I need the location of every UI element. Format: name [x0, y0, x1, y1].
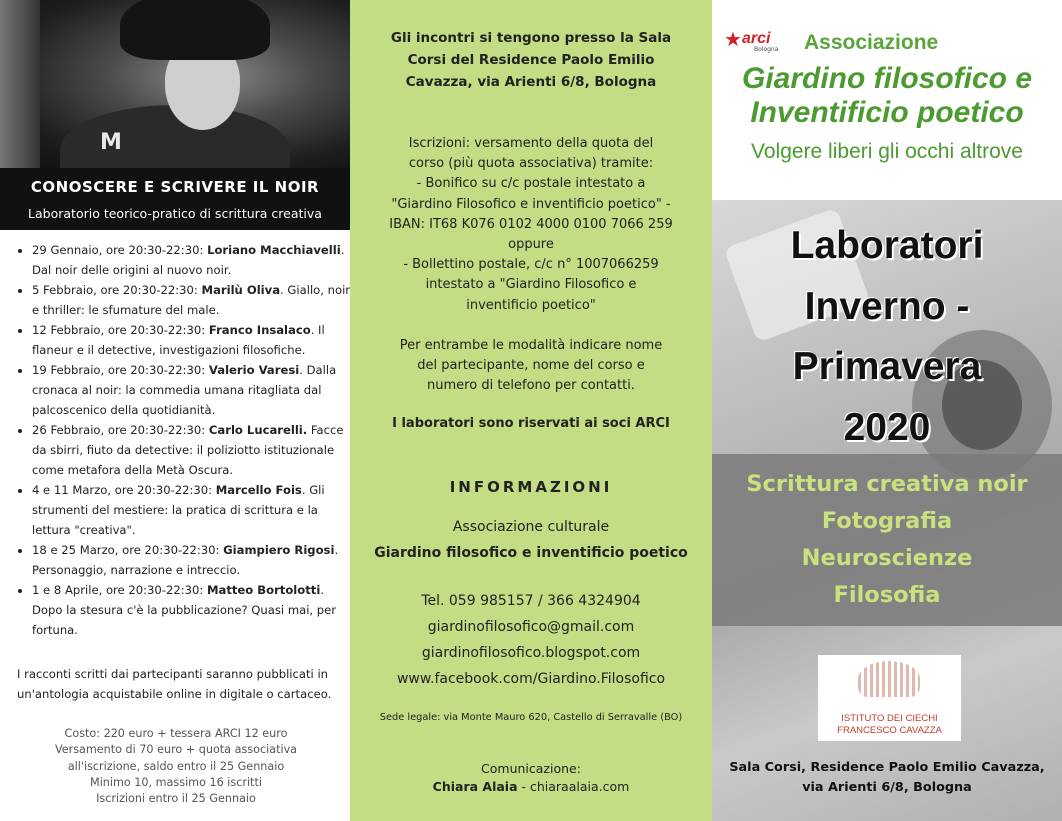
contact-info [366, 588, 696, 692]
event-list [14, 240, 352, 640]
info-heading: INFORMAZIONI [449, 478, 613, 496]
shell-icon [858, 661, 920, 697]
communication-credit: Comunicazione: Chiara Alaia - chiaraalaia.com [432, 761, 630, 794]
motto: Volgere liberi gli occhi altrove [751, 140, 1023, 163]
cost-info [17, 726, 335, 807]
noir-title: CONOSCERE E SCRIVERE IL NOIR [0, 168, 350, 204]
anthology-note: I racconti scritti dai partecipanti saranno pubblicati in un'antologia acquistabile online in digitale o cartaceo. [17, 667, 332, 701]
middle-panel [350, 0, 712, 821]
list-item: • 26 Febbraio, ore 20:30-22:30: Carlo Lucarelli. Facce da sbirri, fiuto da detective: il poliziotto istituzionale come metafora della Metà Oscura. [32, 420, 352, 480]
arci-logo: ★ arci Bologna [724, 27, 779, 53]
cost-line: Iscrizioni entro il 25 Gennaio [96, 792, 256, 806]
association-info: Associazione culturale Giardino filosofico e inventificio poetico [374, 519, 688, 561]
organization-name: Giardino filosofico e Inventificio poetico [741, 62, 1033, 129]
venue-info: Gli incontri si tengono presso la Sala Corsi del Residence Paolo Emilio Cavazza, via Arienti 6/8, Bologna [390, 30, 672, 90]
left-panel [0, 0, 350, 821]
blog-link[interactable]: giardinofilosofico.blogspot.com [421, 645, 641, 661]
list-item: • 29 Gennaio, ore 20:30-22:30: Loriano Macchiavelli. Dal noir delle origini al nuovo noir. [32, 240, 352, 280]
topic-list [712, 466, 1062, 614]
cost-line: Versamento di 70 euro + quota associativa [54, 743, 298, 757]
noir-subtitle: Laboratorio teorico-pratico di scrittura creativa [0, 204, 350, 230]
cost-line: all'iscrizione, saldo entro il 25 Gennaio [67, 759, 285, 773]
list-item: • 12 Febbraio, ore 20:30-22:30: Franco Insalaco. Il flaneur e il detective, investigazioni filosofiche. [32, 320, 352, 360]
list-item: • 5 Febbraio, ore 20:30-22:30: Marilù Oliva. Giallo, noir e thriller: le sfumature del male. [32, 280, 352, 320]
list-item: • 19 Febbraio, ore 20:30-22:30: Valerio Varesi. Dalla cronaca al noir: la commedia umana ritagliata dal palcoscenico della quotidianità. [32, 360, 352, 420]
email-link[interactable]: giardinofilosofico@gmail.com [427, 619, 635, 635]
association-label: Associazione [804, 31, 939, 54]
registered-office: Sede legale: via Monte Mauro 620, Castello di Serravalle (BO) [379, 712, 683, 723]
list-item: • 18 e 25 Marzo, ore 20:30-22:30: Giampiero Rigosi. Personaggio, narrazione e intreccio. [32, 540, 352, 580]
photo-letter-mark: M [100, 130, 122, 155]
list-item: • 4 e 11 Marzo, ore 20:30-22:30: Marcello Fois. Gli strumenti del mestiere: la pratica di scrittura e la lettura "creativa". [32, 480, 352, 540]
phone-text: Tel. 059 985157 / 366 4324904 [421, 593, 641, 609]
cost-line: Costo: 220 euro + tessera ARCI 12 euro [64, 727, 288, 740]
signup-info: Iscrizioni: versamento della quota del corso (più quota associativa) tramite: - Bonifico su c/c postale intestato a "Giardino Filosofico e inventificio poetico" - IBAN: IT68 K076 0102 4000 0100 7066 259 oppure - Bollettino postale, c/c n° 1007066259 intestato a "Giardino Filosofico e inventificio poetico" Per entrambe le modalità indicare nome del partecipante, nome del corso e numero di telefono per contatti. [389, 136, 673, 394]
arci-members-note: I laboratori sono riservati ai soci ARCI [392, 416, 670, 431]
star-icon: ★ [724, 27, 742, 51]
topic-item: Scrittura creativa noir [746, 471, 1028, 497]
facebook-link[interactable]: www.facebook.com/Giardino.Filosofico [396, 671, 666, 687]
page-title: Laboratori Inverno - Primavera 2020 [790, 224, 984, 449]
cost-line: Minimo 10, massimo 16 iscritti [90, 775, 262, 789]
topic-item: Filosofia [833, 582, 941, 608]
topic-item: Neuroscienze [801, 545, 973, 571]
list-item: • 1 e 8 Aprile, ore 20:30-22:30: Matteo Bortolotti. Dopo la stesura c'è la pubblicazione? Quasi mai, per fortuna. [32, 580, 352, 640]
venue-address: Sala Corsi, Residence Paolo Emilio Cavazza, via Arienti 6/8, Bologna [729, 760, 1045, 795]
cavazza-institute-logo: ISTITUTO DEI CIECHI FRANCESCO CAVAZZA [818, 655, 961, 741]
noir-photo [0, 0, 350, 168]
right-panel [712, 0, 1062, 821]
topic-item: Fotografia [821, 508, 953, 534]
